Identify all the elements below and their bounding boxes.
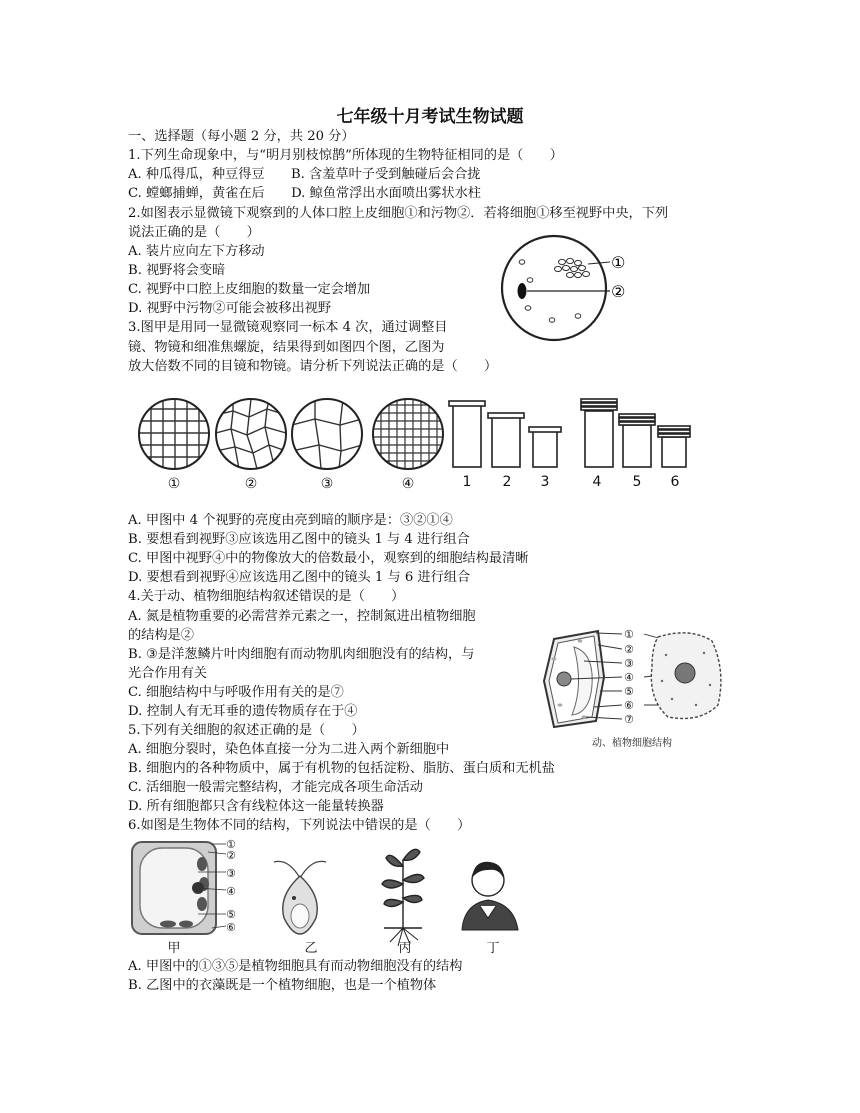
q3-option-a: A. 甲图中 4 个视野的亮度由亮到暗的顺序是：③②①④ [128,513,453,528]
q6-plant-drawing [382,849,424,946]
q6-name-jia: 甲 [167,941,181,956]
q2-stem-line1: 2.如图表示显微镜下观察到的人体口腔上皮细胞①和污物②．若将细胞①移至视野中央，下列 [128,206,669,221]
q4-option-a-line2: 的结构是② [128,628,194,643]
q3-option-d: D. 要想看到视野④应该选用乙图中的镜头 1 与 6 进行组合 [128,570,471,585]
q4-label-6: ⑥ [624,699,634,712]
q4-plant-animal-cell-figure [540,625,740,750]
q6-label-6: ⑥ [226,921,236,934]
q4-figure-caption: 动、植物细胞结构 [592,738,672,749]
q5-option-c: C. 活细胞一般需完整结构，才能完成各项生命活动 [128,780,423,795]
q6-option-a: A. 甲图中的①③⑤是植物细胞具有而动物细胞没有的结构 [128,959,463,974]
q2-option-a: A. 装片应向左下方移动 [128,244,265,259]
q4-label-3: ③ [624,657,634,670]
section-heading: 一、选择题（每小题 2 分，共 20 分） [128,129,355,144]
q3-view-label-2: ② [244,476,258,492]
q3-view-label-1: ① [167,476,181,492]
q1-options-cd: C. 螳螂捕蝉，黄雀在后 D. 鲸鱼常浮出水面喷出雾状水柱 [128,186,481,201]
q3-stem-line3: 放大倍数不同的目镜和物镜。请分析下列说法正确的是（ ） [128,359,498,374]
q3-lens-label-3: 3 [540,474,550,490]
q3-lens-label-2: 2 [502,474,512,490]
q6-name-bing: 丙 [398,941,412,956]
page-title: 七年级十月考试生物试题 [336,107,524,127]
q2-microscope-view-figure [500,234,640,344]
q4-option-d: D. 控制人有无耳垂的遗传物质存在于④ [128,704,358,719]
q3-lens-label-1: 1 [462,474,472,490]
q5-option-b: B. 细胞内的各种物质中，属于有机物的包括淀粉、脂肪、蛋白质和无机盐 [128,761,555,776]
q4-label-4: ④ [624,671,634,684]
q6-label-1: ① [226,838,236,851]
q6-label-5: ⑤ [226,908,236,921]
q3-view-label-4: ④ [401,476,415,492]
q3-option-c: C. 甲图中视野④中的物像放大的倍数最小，观察到的细胞结构最清晰 [128,551,529,566]
q4-label-1: ① [624,628,634,641]
q4-label-5: ⑤ [624,685,634,698]
q3-view-label-3: ③ [320,476,334,492]
q6-label-3: ③ [226,867,236,880]
q6-name-ding: 丁 [486,941,500,956]
q2-label-1: ① [611,253,626,272]
q4-option-b-line2: 光合作用有关 [128,666,208,681]
q4-stem: 4.关于动、植物细胞结构叙述错误的是（ ） [128,589,405,604]
q2-option-d: D. 视野中污物②可能会被移出视野 [128,301,332,316]
q2-option-c: C. 视野中口腔上皮细胞的数量一定会增加 [128,282,371,297]
q4-option-c: C. 细胞结构中与呼吸作用有关的是⑦ [128,685,344,700]
q3-lens-label-5: 5 [632,474,642,490]
q4-label-2: ② [624,643,634,656]
q5-option-a: A. 细胞分裂时，染色体直接一分为二进入两个新细胞中 [128,742,450,757]
q6-structures-figure [128,838,548,956]
q3-lens-label-6: 6 [670,474,680,490]
q1-options-ab: A. 种瓜得瓜，种豆得豆 B. 含羞草叶子受到触碰后会合拢 [128,167,481,182]
q3-option-b: B. 要想看到视野③应该选用乙图中的镜头 1 与 4 进行组合 [128,532,470,547]
q4-option-a-line1: A. 氮是植物重要的必需营养元素之一，控制氮进出植物细胞 [128,609,476,624]
q2-stem-line2: 说法正确的是（ ） [128,225,260,240]
q6-option-b: B. 乙图中的衣藻既是一个植物细胞，也是一个植物体 [128,978,437,993]
q3-stem-line2: 镜、物镜和细准焦螺旋，结果得到如图四个图，乙图为 [128,340,445,355]
q6-person-drawing [462,862,518,930]
q6-stem: 6.如图是生物体不同的结构，下列说法中错误的是（ ） [128,818,471,833]
q4-label-7: ⑦ [624,713,634,726]
q2-label-2: ② [611,282,626,301]
q1-stem: 1.下列生命现象中，与“明月别枝惊鹊”所体现的生物特征相同的是（ ） [128,148,563,163]
q6-label-4: ④ [226,885,236,898]
q3-views-and-lenses-figure [135,395,695,495]
q3-stem-line1: 3.图甲是用同一显微镜观察同一标本 4 次，通过调整目 [128,320,448,335]
q6-name-yi: 乙 [304,941,318,956]
q5-stem: 5.下列有关细胞的叙述正确的是（ ） [128,723,365,738]
q3-lens-label-4: 4 [592,474,602,490]
q2-option-b: B. 视野将会变暗 [128,263,226,278]
q6-chlamydomonas-drawing [274,861,326,934]
q6-label-2: ② [226,849,236,862]
q4-option-b-line1: B. ③是洋葱鳞片叶肉细胞有而动物肌肉细胞没有的结构，与 [128,647,475,662]
q5-option-d: D. 所有细胞都只含有线粒体这一能量转换器 [128,799,384,814]
